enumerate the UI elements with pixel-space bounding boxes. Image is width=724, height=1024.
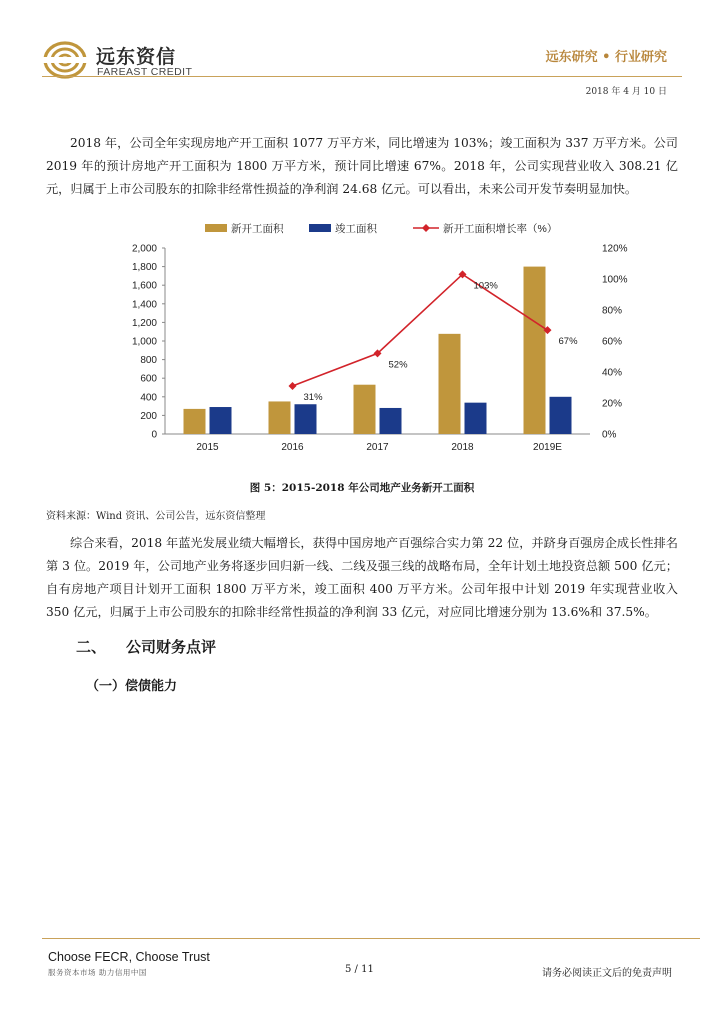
bar-new-start-2017 <box>354 385 376 434</box>
x-tick-label: 2016 <box>281 442 304 453</box>
fareast-logo-icon <box>42 40 88 80</box>
bar-completed-2018 <box>465 403 487 434</box>
x-tick-label: 2015 <box>196 442 219 453</box>
legend-swatch-0 <box>205 224 227 232</box>
section-heading <box>76 636 216 657</box>
growth-rate-point-2016 <box>289 382 297 390</box>
bar-new-start-2019E <box>524 267 546 434</box>
y-tick-label: 400 <box>140 392 157 404</box>
footer-slogan: Choose FECR, Choose Trust <box>48 950 210 964</box>
report-section-label: 远东研究 • 行业研究 <box>545 50 667 65</box>
y2-tick-label: 120% <box>602 243 628 255</box>
paragraph-1 <box>46 132 678 201</box>
figure-caption: 图 5：2015-2018 年公司地产业务新开工面积 <box>249 482 475 494</box>
header-divider <box>42 76 682 77</box>
footer-subslogan: 服务资本市场 助力信用中国 <box>48 968 147 977</box>
bar-completed-2019E <box>550 397 572 434</box>
y-tick-label: 0 <box>151 429 157 441</box>
report-date: 2018 年 4 月 10 日 <box>585 87 667 97</box>
y-tick-label: 200 <box>140 410 157 422</box>
paragraph-2 <box>46 532 678 624</box>
y2-tick-label: 0% <box>602 429 617 441</box>
y2-tick-label: 20% <box>602 398 623 410</box>
x-tick-label: 2018 <box>451 442 474 453</box>
growth-rate-label-2019E: 67% <box>558 336 578 348</box>
paragraph-2-text: 综合来看，2018 年蓝光发展业绩大幅增长，获得中国房地产百强综合实力第 22 位，并跻身百强房企成长性排名第 3 位。2019 年，公司地产业务将逐步回归新一线、二线及强三线的战略布局，全年计划土地投资总额 500 亿元；自有房地产项目计划开工面积 1800 万平方米，竣工面积 400 万平方米。公司年报中计划 2019 年实现营业收入 350 亿元，归属于上市公司股东的扣除非经常性损益的净利润 33 亿元，对应同比增速分别为 13.6%和 37.5%。 <box>46 536 678 619</box>
legend-label-1: 竣工面积 <box>335 223 377 235</box>
y2-tick-label: 100% <box>602 274 628 286</box>
chart-canvas <box>120 216 640 456</box>
footer-divider <box>42 938 700 939</box>
growth-rate-line <box>293 274 548 386</box>
legend-label-growth: 新开工面积增长率（%） <box>443 223 558 235</box>
logo-english-name: FAREAST CREDIT <box>97 66 193 78</box>
y-tick-label: 800 <box>140 355 157 367</box>
construction-area-chart <box>120 216 640 456</box>
page-number: 5 / 11 <box>345 964 374 975</box>
paragraph-1-text: 2018 年，公司全年实现房地产开工面积 1077 万平方米，同比增速为 103%；竣工面积为 337 万平方米。公司 2019 年的预计房地产开工面积为 1800 万平方米，预计同比增速 67%。2018 年，公司实现营业收入 308.21 亿元，归属于上市公司股东的扣除非经常性损益的净利润 24.68 亿元。可以看出，未来公司开发节奏明显加快。 <box>46 136 678 196</box>
x-tick-label: 2017 <box>366 442 389 453</box>
disclaimer-note: 请务必阅读正文后的免责声明 <box>542 968 672 979</box>
y-tick-label: 1,600 <box>131 280 157 292</box>
growth-rate-label-2017: 52% <box>388 359 408 371</box>
legend-label-0: 新开工面积 <box>231 223 284 235</box>
bar-new-start-2016 <box>269 401 291 434</box>
y2-tick-label: 40% <box>602 367 623 379</box>
section-title: 公司财务点评 <box>126 638 217 656</box>
y-tick-label: 600 <box>140 373 157 385</box>
growth-rate-label-2016: 31% <box>303 391 323 403</box>
growth-rate-label-2018: 103% <box>473 280 498 292</box>
subsection-heading: （一）偿债能力 <box>86 679 178 694</box>
x-tick-label: 2019E <box>533 442 562 453</box>
bar-completed-2015 <box>210 407 232 434</box>
legend-line-marker <box>422 224 430 232</box>
y-tick-label: 1,400 <box>131 299 157 311</box>
y-tick-label: 2,000 <box>131 243 157 255</box>
legend-swatch-1 <box>309 224 331 232</box>
y-tick-label: 1,200 <box>131 317 157 329</box>
bar-completed-2016 <box>295 404 317 434</box>
data-source: 资料来源：Wind 资讯、公司公告，远东资信整理 <box>46 511 266 522</box>
y-tick-label: 1,800 <box>131 262 157 274</box>
section-number: 二、 <box>76 638 107 656</box>
bar-completed-2017 <box>380 408 402 434</box>
logo-chinese-name: 远东资信 <box>96 46 177 68</box>
y2-tick-label: 80% <box>602 305 623 317</box>
bar-new-start-2018 <box>439 334 461 434</box>
y-tick-label: 1,000 <box>131 336 157 348</box>
bar-new-start-2015 <box>184 409 206 434</box>
y2-tick-label: 60% <box>602 336 623 348</box>
